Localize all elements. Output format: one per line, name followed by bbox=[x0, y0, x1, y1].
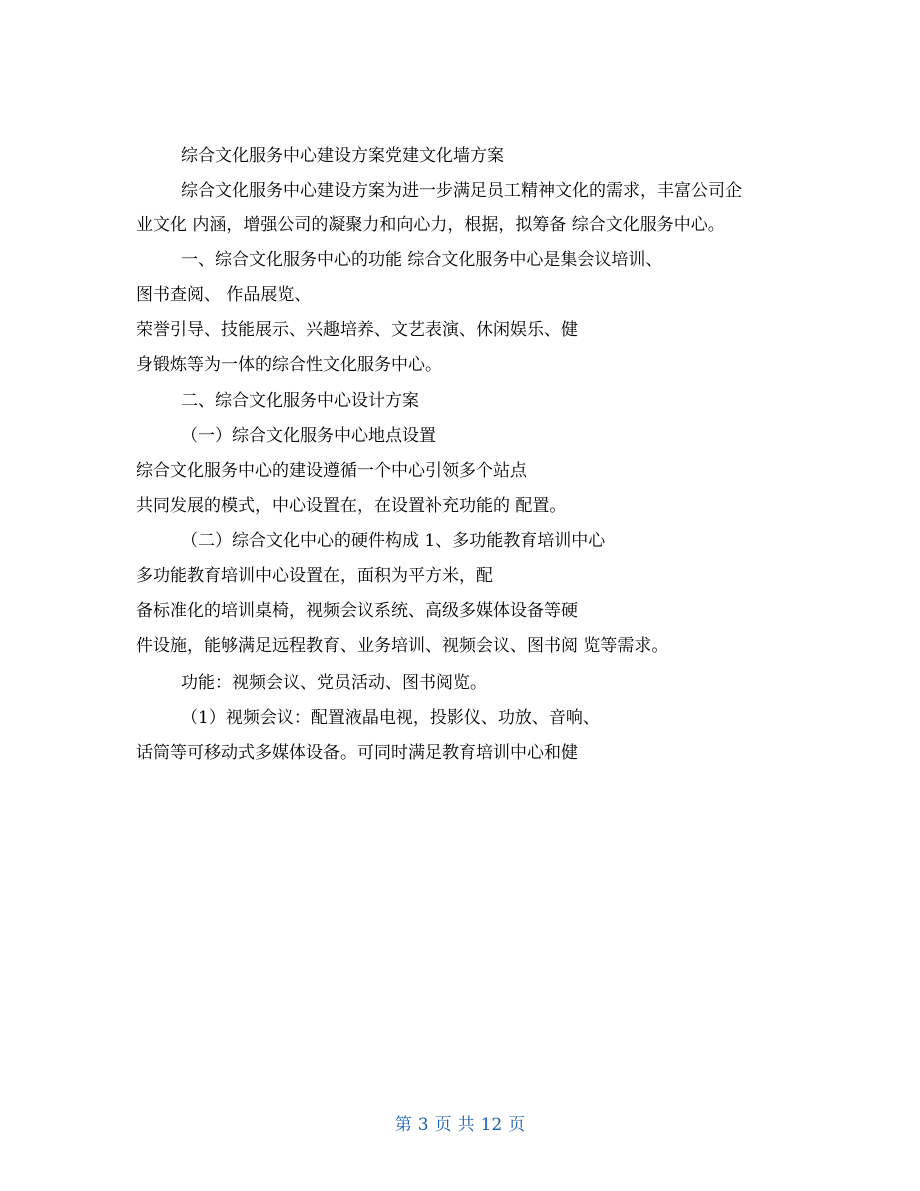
paragraph-line: 综合文化服务中心建设方案为进一步满足员工精神文化的需求，丰富公司企 bbox=[181, 181, 742, 201]
subsection-heading: （二）综合文化中心的硬件构成 1、多功能教育培训中心 bbox=[181, 531, 606, 551]
paragraph-line: 综合文化服务中心的建设遵循一个中心引领多个站点 bbox=[136, 461, 527, 481]
page-footer bbox=[0, 1114, 920, 1136]
subsection-heading: （一）综合文化服务中心地点设置 bbox=[181, 426, 436, 446]
list-item: （1）视频会议：配置液晶电视，投影仪、功放、音响、 bbox=[181, 708, 600, 728]
section-heading: 一、综合文化服务中心的功能 综合文化服务中心是集会议培训、 bbox=[181, 250, 663, 270]
paragraph-line: 业文化 内涵，增强公司的凝聚力和向心力，根据，拟筹备 综合文化服务中心。 bbox=[136, 215, 725, 235]
section-heading: 二、综合文化服务中心设计方案 bbox=[181, 391, 419, 411]
paragraph-line: 多功能教育培训中心设置在，面积为平方米，配 bbox=[136, 566, 493, 586]
paragraph-line: 备标准化的培训桌椅，视频会议系统、高级多媒体设备等硬 bbox=[136, 601, 578, 621]
footer-current-page: 3 bbox=[417, 1115, 429, 1135]
paragraph-line: 话筒等可移动式多媒体设备。可同时满足教育培训中心和健 bbox=[136, 743, 578, 763]
footer-prefix: 第 bbox=[394, 1115, 412, 1135]
paragraph-line: 荣誉引导、技能展示、兴趣培养、文艺表演、休闲娱乐、健 bbox=[136, 320, 578, 340]
footer-page-label: 页 bbox=[434, 1115, 452, 1135]
paragraph-line: 共同发展的模式，中心设置在，在设置补充功能的 配置。 bbox=[136, 496, 567, 516]
paragraph-line: 件设施，能够满足远程教育、业务培训、视频会议、图书阅 览等需求。 bbox=[136, 636, 669, 656]
footer-total-prefix: 共 bbox=[457, 1115, 475, 1135]
paragraph-line: 身锻炼等为一体的综合性文化服务中心。 bbox=[136, 355, 442, 375]
paragraph-line: 图书查阅、 作品展览、 bbox=[136, 285, 312, 305]
paragraph-line: 功能：视频会议、党员活动、图书阅览。 bbox=[181, 673, 487, 693]
document-title: 综合文化服务中心建设方案党建文化墙方案 bbox=[181, 146, 504, 166]
footer-total-pages: 12 bbox=[480, 1115, 503, 1135]
footer-suffix: 页 bbox=[508, 1115, 526, 1135]
